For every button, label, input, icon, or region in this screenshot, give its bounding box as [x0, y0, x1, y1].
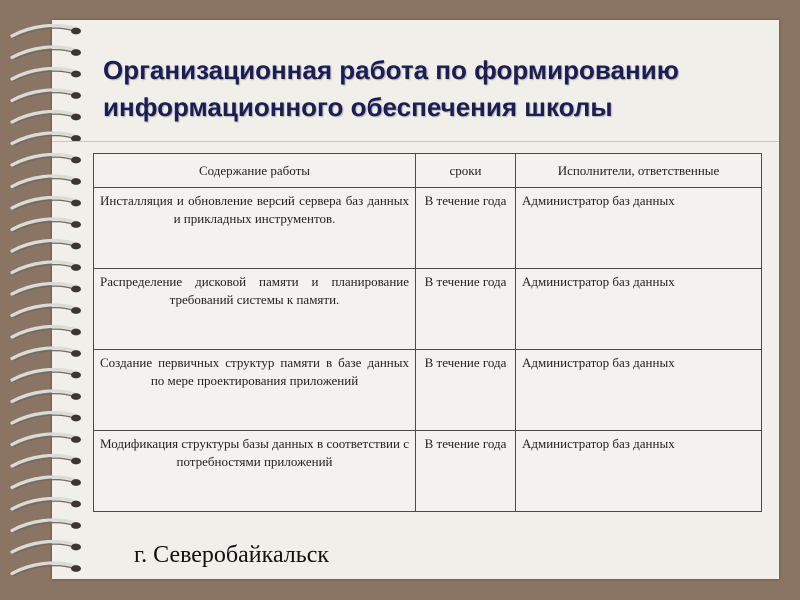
column-header-content: Содержание работы [94, 154, 416, 188]
spiral-binding-icon [0, 0, 92, 600]
binding-ring-icon [12, 25, 81, 38]
term-cell: В течение года [416, 188, 516, 269]
table-row [94, 431, 762, 512]
binding-ring-icon [12, 434, 81, 447]
binding-ring-icon [12, 219, 81, 232]
binding-ring-icon [12, 197, 81, 210]
binding-ring-icon [12, 133, 81, 146]
work-plan-table [93, 153, 762, 512]
table-row [94, 188, 762, 269]
table-row [94, 269, 762, 350]
title-line-2: информационного обеспечения школы [103, 92, 613, 122]
binding-ring-icon [12, 563, 81, 576]
title-divider [52, 141, 779, 142]
table-row [94, 350, 762, 431]
binding-ring-icon [12, 412, 81, 425]
binding-ring-icon [12, 369, 81, 382]
task-cell: Создание первичных структур памяти в базе данных по мере проектирования приложений [94, 350, 416, 431]
binding-ring-icon [12, 176, 81, 189]
term-cell: В течение года [416, 350, 516, 431]
binding-ring-icon [12, 455, 81, 468]
owner-cell: Администратор баз данных [516, 350, 762, 431]
binding-ring-icon [12, 348, 81, 361]
binding-ring-icon [12, 262, 81, 275]
term-cell: В течение года [416, 431, 516, 512]
binding-ring-icon [12, 90, 81, 103]
column-header-term: сроки [416, 154, 516, 188]
task-cell: Инсталляция и обновление версий сервера баз данных и прикладных инструментов. [94, 188, 416, 269]
binding-ring-icon [12, 68, 81, 81]
owner-cell: Администратор баз данных [516, 431, 762, 512]
owner-cell: Администратор баз данных [516, 188, 762, 269]
binding-ring-icon [12, 498, 81, 511]
footer-city: г. Северобайкальск [134, 542, 330, 568]
binding-ring-icon [12, 240, 81, 253]
binding-ring-icon [12, 47, 81, 60]
binding-ring-icon [12, 305, 81, 318]
binding-ring-icon [12, 154, 81, 167]
binding-ring-icon [12, 326, 81, 339]
binding-ring-icon [12, 391, 81, 404]
binding-ring-icon [12, 283, 81, 296]
title-line-1: Организационная работа по формированию [103, 55, 679, 85]
binding-ring-icon [12, 477, 81, 490]
term-cell: В течение года [416, 269, 516, 350]
binding-ring-icon [12, 111, 81, 124]
owner-cell: Администратор баз данных [516, 269, 762, 350]
binding-ring-icon [12, 520, 81, 533]
task-cell: Модификация структуры базы данных в соответствии с потребностями приложений [94, 431, 416, 512]
table-header-row [94, 154, 762, 188]
page-title [103, 52, 763, 126]
task-cell: Распределение дисковой памяти и планирование требований системы к памяти. [94, 269, 416, 350]
column-header-owner: Исполнители, ответственные [516, 154, 762, 188]
binding-ring-icon [12, 541, 81, 554]
